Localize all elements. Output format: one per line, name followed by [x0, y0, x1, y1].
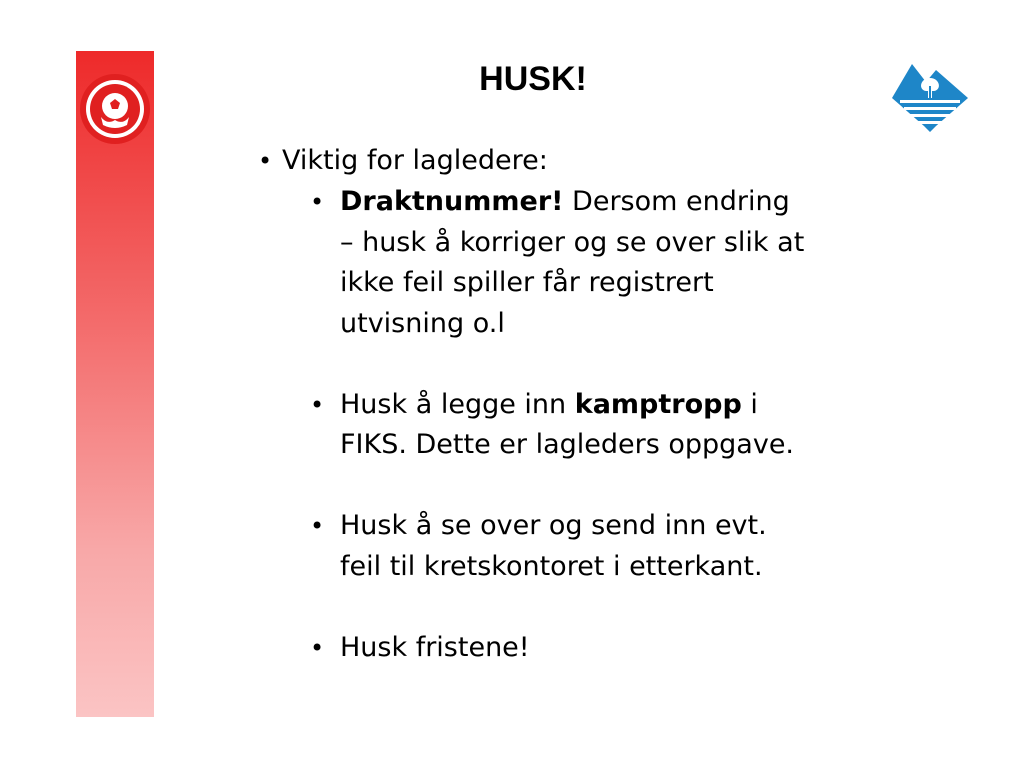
slide-title: HUSK! — [479, 60, 587, 98]
bullet-text-after: i FIKS. Dette er lagleders oppgave. — [340, 388, 795, 460]
bullet-item-deadlines: • Husk fristene! — [310, 628, 810, 669]
bullet-text-before: Husk å legge inn — [340, 388, 575, 420]
bullet-item-jersey-numbers — [310, 182, 810, 344]
bullet-text: Dersom endring – husk å korriger og se over slik at ikke feil spiller får registrert utvisning o.l — [340, 186, 805, 339]
bullet-bold: Draktnummer! — [340, 186, 564, 217]
bullet-item-match-squad — [310, 385, 810, 466]
region-logo-icon — [890, 60, 970, 140]
side-decor-bar — [76, 51, 154, 717]
club-logo-icon — [79, 73, 151, 145]
bullet-list — [310, 182, 810, 668]
heading-bullet: • Viktig for lagledere: — [258, 140, 858, 182]
bullet-item-report-errors: • Husk å se over og send inn evt. feil til kretskontoret i etterkant. — [310, 506, 810, 587]
bullet-bold: kamptropp — [574, 388, 742, 420]
slide-content — [258, 140, 858, 668]
